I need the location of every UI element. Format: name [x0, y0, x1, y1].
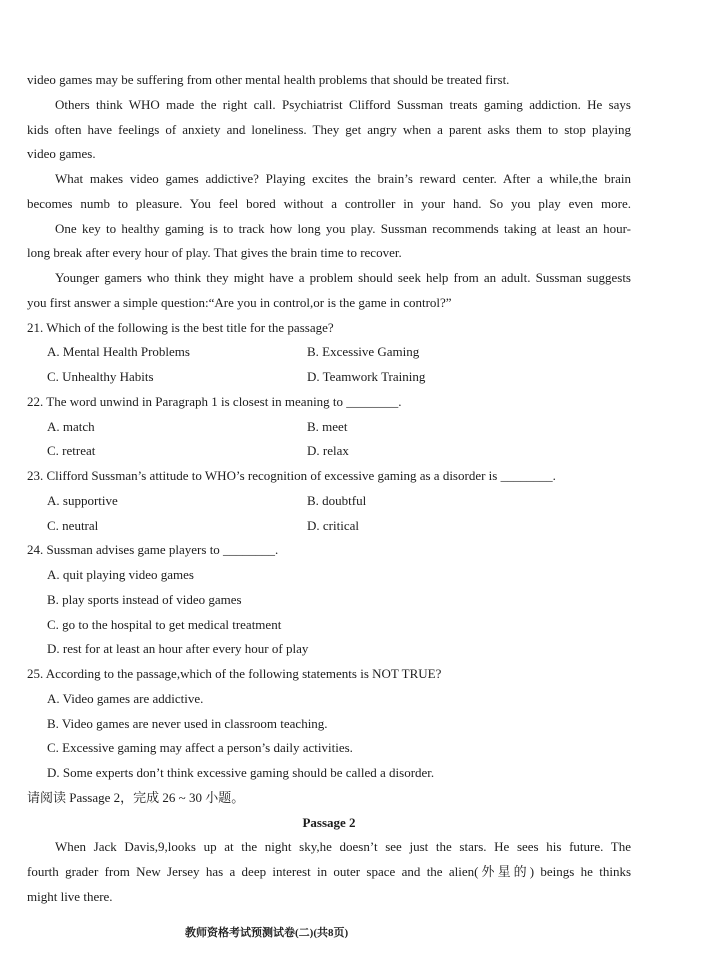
option-25-a: A. Video games are addictive. [47, 690, 204, 706]
option-23-b: B. doubtful [307, 492, 367, 508]
option-22-c: C. retreat [47, 443, 96, 459]
option-24-a: A. quit playing video games [47, 567, 194, 582]
option-24-c: C. go to the hospital to get medical treatment [47, 616, 282, 632]
passage1-line: you first answer a simple question:“Are you in control,or is the game in control?” [27, 294, 452, 310]
option-21-a: A. Mental Health Problems [47, 344, 190, 360]
option-24-b: B. play sports instead of video games [47, 591, 242, 607]
passage2-line: When Jack Davis,9,looks up at the night sky,he doesn’t see just the stars. He sees his future. The [55, 839, 631, 855]
option-23-c: C. neutral [47, 517, 99, 533]
option-23-a: A. supportive [47, 492, 118, 508]
option-row [27, 514, 631, 539]
question-stem-24: 24. Sussman advises game players to ________. [27, 542, 279, 558]
option-22-b: B. meet [307, 418, 348, 434]
option-21-c: C. Unhealthy Habits [47, 369, 154, 384]
passage1-line: video games. [27, 146, 96, 162]
passage1-line: becomes numb to pleasure. You feel bored without a controller in your hand. So you play even more. [27, 195, 631, 211]
passage1-line: What makes video games addictive? Playing excites the brain’s reward center. After a while,the brain [55, 171, 631, 186]
passage1-line: video games may be suffering from other mental health problems that should be treated first. [27, 72, 510, 87]
question-stem-23: 23. Clifford Sussman’s attitude to WHO’s recognition of excessive gaming as a disorder is ________. [27, 468, 556, 483]
passage2-line: might live there. [27, 888, 113, 904]
passage2-heading: Passage 2 [302, 814, 356, 830]
page-content [27, 68, 631, 910]
option-row [27, 340, 631, 365]
option-25-d: D. Some experts don’t think excessive gaming should be called a disorder. [47, 765, 435, 780]
option-24-d: D. rest for at least an hour after every hour of play [47, 641, 309, 657]
page-footer: 教师资格考试预测试卷(二)(共8页) [185, 927, 349, 939]
passage2-line: fourth grader from New Jersey has a deep interest in outer space and the alien(外星的) beings he thinks [27, 864, 631, 879]
question-stem-22: 22. The word unwind in Paragraph 1 is closest in meaning to ________. [27, 393, 402, 409]
option-row [27, 415, 631, 440]
option-21-b: B. Excessive Gaming [307, 344, 420, 360]
passage1-line: One key to healthy gaming is to track how long you play. Sussman recommends taking at least an hour- [55, 220, 631, 236]
question-stem-25: 25. According to the passage,which of the following statements is NOT TRUE? [27, 666, 442, 681]
option-22-a: A. match [47, 418, 95, 434]
option-row [27, 365, 631, 390]
option-row [27, 489, 631, 514]
option-21-d: D. Teamwork Training [307, 369, 426, 384]
passage1-line: Others think WHO made the right call. Psychiatrist Clifford Sussman treats gaming addiction. He says [55, 96, 631, 112]
option-23-d: D. critical [307, 517, 359, 533]
section-instruction: 请阅读 Passage 2，完成 26 ~ 30 小题。 [27, 789, 245, 805]
question-stem-21: 21. Which of the following is the best title for the passage? [27, 319, 334, 335]
passage1-line: long break after every hour of play. That gives the brain time to recover. [27, 245, 402, 261]
passage1-line: kids often have feelings of anxiety and loneliness. They get angry when a parent asks them to stop playing [27, 121, 631, 137]
option-25-b: B. Video games are never used in classroom teaching. [47, 715, 328, 731]
option-row [27, 439, 631, 464]
passage1-line: Younger gamers who think they might have a problem should seek help from an adult. Sussman suggests [55, 270, 631, 285]
option-22-d: D. relax [307, 443, 349, 459]
option-25-c: C. Excessive gaming may affect a person’s daily activities. [47, 740, 353, 756]
